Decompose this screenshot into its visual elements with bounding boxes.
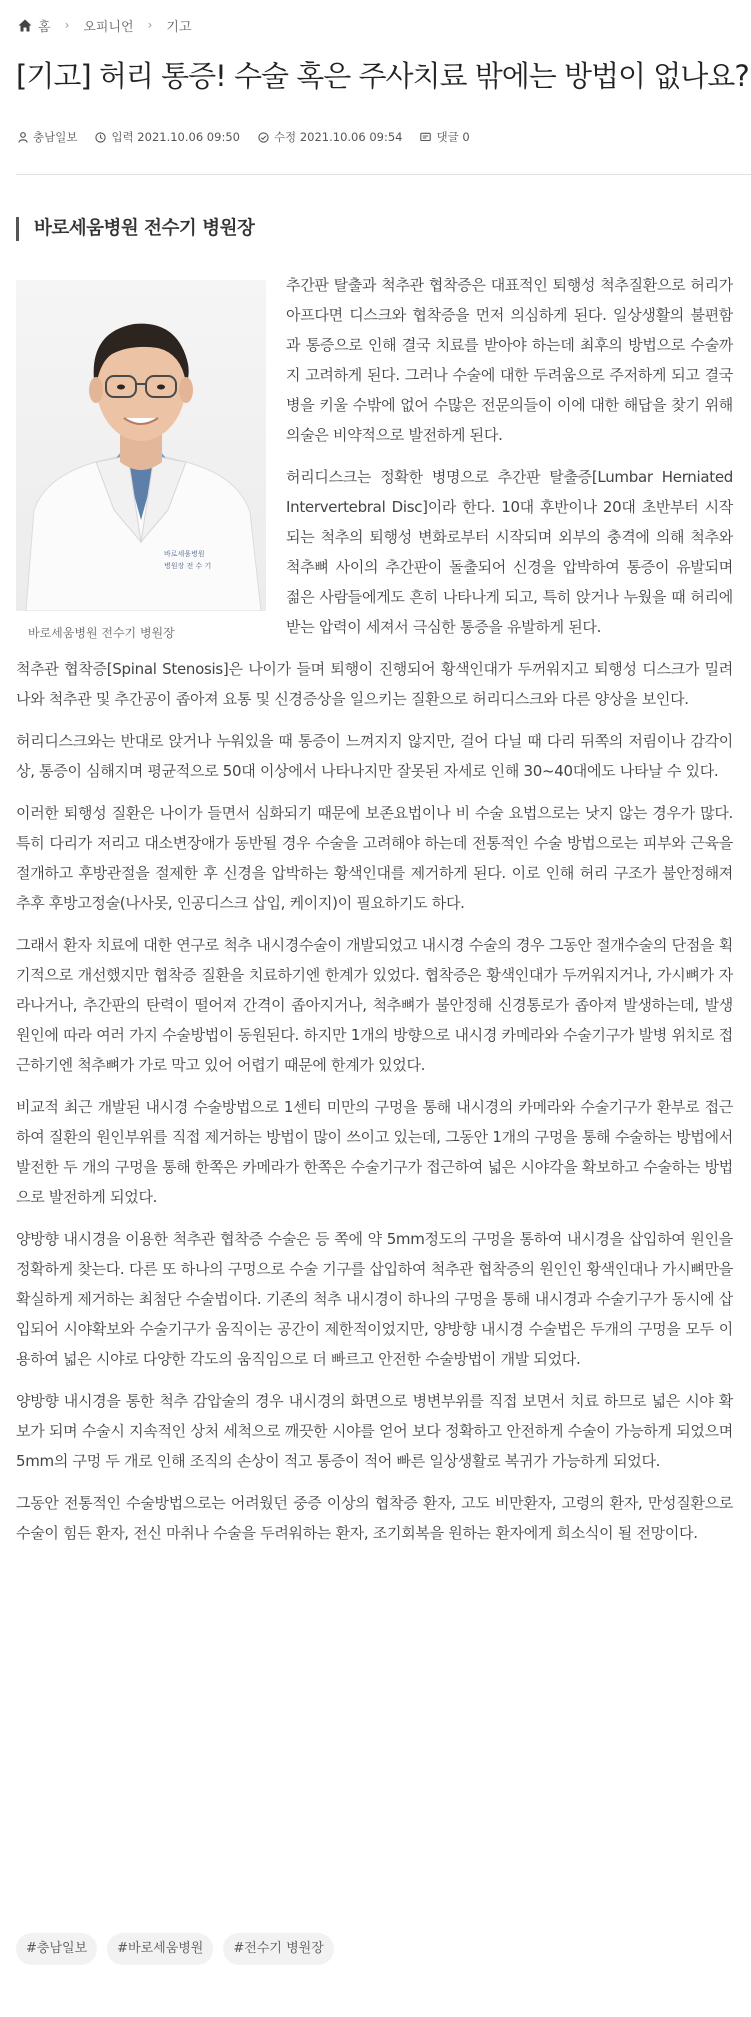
- meta-comments[interactable]: [420, 129, 469, 145]
- article-paragraph: 허리디스크와는 반대로 앉거나 누워있을 때 통증이 느껴지지 않지만, 걸어 다닐 때 다리 뒤쪽의 저림이나 감각이상, 통증이 심해지며 평균적으로 50대 이상에서 나타나지만 잘못된 자세로 인해 30~40대에도 나타날 수 있다.: [16, 732, 733, 780]
- breadcrumb-section[interactable]: 오피니언: [83, 19, 134, 35]
- tag-chip[interactable]: #전수기 병원장: [223, 1933, 333, 1965]
- meta-input-time: [95, 129, 240, 145]
- tag-chip[interactable]: #바로세움병원: [107, 1933, 213, 1965]
- article-paragraph: 이러한 퇴행성 질환은 나이가 들면서 심화되기 때문에 보존요법이나 비 수술 요법으로는 낫지 않는 경우가 많다. 특히 다리가 저리고 대소변장애가 동반될 경우 수술을 고려해야 하는데 전통적인 수술 방법으로는 피부와 근육을 절개하고 후방관절을 절제한 후 신경을 압박하는 황색인대를 제거하게 된다. 이로 인해 허리 구조가 불안정해져 추후 후방고정술(나사못, 인공디스크 삽입, 케이지)이 필요하기도 하다.: [16, 804, 733, 912]
- article-paragraph: 비교적 최근 개발된 내시경 수술방법으로 1센티 미만의 구멍을 통해 내시경의 카메라와 수술기구가 환부로 접근하여 질환의 원인부위를 직접 제거하는 방법이 많이 쓰이고 있는데, 그동안 1개의 구멍을 통해 수술하는 방법에서 발전한 두 개의 구멍을 통해 한쪽은 카메라가 한쪽은 수술기구가 접근하여 넓은 시야각을 확보하고 수술하는 방법으로 발전하게 되었다.: [16, 1098, 733, 1206]
- article-body: [16, 270, 733, 1560]
- tag-chip[interactable]: #충남일보: [16, 1933, 97, 1965]
- person-icon: [18, 132, 28, 143]
- meta-source: [18, 129, 77, 145]
- tag-list: [16, 1933, 344, 1965]
- coat-embroidery: 바로세움병원: [164, 550, 205, 558]
- coat-embroidery-name: 병원장 전 수 기: [164, 562, 212, 570]
- chevron-right-icon: ›: [147, 18, 153, 32]
- divider: [16, 174, 751, 175]
- meta-modified-text: 수정 2021.10.06 09:54: [273, 130, 403, 144]
- comment-icon: [420, 132, 431, 143]
- breadcrumb: [18, 14, 192, 36]
- breadcrumb-home[interactable]: 홈: [38, 19, 51, 35]
- article-paragraph: 양방향 내시경을 통한 척추 감압술의 경우 내시경의 화면으로 병변부위를 직접 보면서 치료 하므로 넓은 시야 확보가 되며 수술시 지속적인 상처 세척으로 깨끗한 시야를 얻어 보다 정확하고 안전하게 수술이 가능하게 되었으며 5mm의 구멍 두 개로 인해 조직의 손상이 적고 통증이 적어 빠른 일상생활로 복귀가 가능하게 되었다.: [16, 1392, 733, 1470]
- chevron-right-icon: ›: [64, 18, 70, 32]
- photo-caption: 바로세움병원 전수기 병원장: [28, 626, 175, 640]
- article-paragraph: 양방향 내시경을 이용한 척추관 협착증 수술은 등 쪽에 약 5mm정도의 구멍을 통하여 내시경을 삽입하여 원인을 정확하게 찾는다. 다른 또 하나의 구멍으로 수술 기구를 삽입하여 척추관 협착증의 원인인 황색인대나 가시뼈만을 확실하게 제거하는 최첨단 수술법이다. 기존의 척추 내시경이 하나의 구멍을 통해 내시경과 수술기구가 동시에 삽입되어 시야확보와 수술기구가 움직이는 공간이 제한적이었지만, 양방향 내시경 수술법은 두개의 구멍을 모두 이용하여 넓은 시야로 다양한 각도의 움직임으로 더 빠르고 안전한 수술방법이 개발 되었다.: [16, 1230, 733, 1368]
- article-paragraph: 추간판 탈출과 척추관 협착증은 대표적인 퇴행성 척추질환으로 허리가 아프다면 디스크와 협착증을 먼저 의심하게 된다. 일상생활의 불편함과 통증으로 인해 결국 치료를 받아야 하는데 최후의 방법으로 수술까지 고려하게 된다. 그러나 수술에 대한 두려움으로 주저하게 되고 결국 병을 키울 수밖에 없어 수많은 전문의들이 이에 대한 해답을 찾기 위해 의술은 비약적으로 발전하게 된다.: [286, 276, 733, 444]
- article-meta: [18, 127, 488, 147]
- breadcrumb-category[interactable]: 기고: [166, 19, 192, 35]
- meta-comments-text[interactable]: 댓글 0: [436, 130, 470, 144]
- article-paragraph: 허리디스크는 정확한 병명으로 추간판 탈출증[Lumbar Herniated Intervertebral Disc]이라 한다. 10대 후반이나 20대 초반부터 시작되는 척추의 퇴행성 변화로부터 시작되며 외부의 충격에 의해 척추와 척추뼈 사이의 추간판이 돌출되어 신경을 압박하여 통증이 유발되며 젊은 사람들에게도 흔히 나타나게 되고, 특히 앉거나 누웠을 때 허리에 받는 압력이 세져서 극심한 통증을 유발하게 된다.: [286, 468, 733, 636]
- photo-placeholder: [16, 270, 286, 630]
- home-icon: [18, 19, 32, 32]
- author-subheading: 바로세움병원 전수기 병원장: [16, 217, 254, 241]
- meta-source-text[interactable]: 충남일보: [33, 130, 78, 144]
- article-paragraph: 그래서 환자 치료에 대한 연구로 척추 내시경수술이 개발되었고 내시경 수술의 경우 그동안 절개수술의 단점을 획기적으로 개선했지만 협착증 질환을 치료하기엔 한계가 있었다. 협착증은 황색인대가 두꺼워지거나, 가시뼈가 자라나거나, 추간판의 탄력이 떨어져 간격이 좁아지거나, 척추뼈가 불안정해 신경통로가 좁아져 발생하는데, 발생 원인에 따라 여러 가지 수술방법이 동원된다. 하지만 1개의 방향으로 내시경 카메라와 수술기구가 발병 위치로 접근하기엔 척추뼈가 가로 막고 있어 어렵기 때문에 한계가 있었다.: [16, 936, 733, 1074]
- check-circle-icon: [258, 132, 269, 143]
- article-paragraph: 그동안 전통적인 수술방법으로는 어려웠던 중증 이상의 협착증 환자, 고도 비만환자, 고령의 환자, 만성질환으로 수술이 힘든 환자, 전신 마취나 수술을 두려워하는 환자, 조기회복을 원하는 환자에게 희소식이 될 전망이다.: [16, 1494, 733, 1542]
- article-paragraph: 척추관 협착증[Spinal Stenosis]은 나이가 들며 퇴행이 진행되어 황색인대가 두꺼워지고 퇴행성 디스크가 밀려나와 척추관 및 추간공이 좁아져 요통 및 신경증상을 일으키는 질환으로 허리디스크와 다른 양상을 보인다.: [16, 660, 733, 708]
- meta-modified-time: [258, 129, 403, 145]
- clock-icon: [95, 132, 106, 143]
- meta-input-text: 입력 2021.10.06 09:50: [111, 130, 240, 144]
- page-title: [기고] 허리 통증! 수술 혹은 주사치료 밖에는 방법이 없나요?: [16, 59, 749, 93]
